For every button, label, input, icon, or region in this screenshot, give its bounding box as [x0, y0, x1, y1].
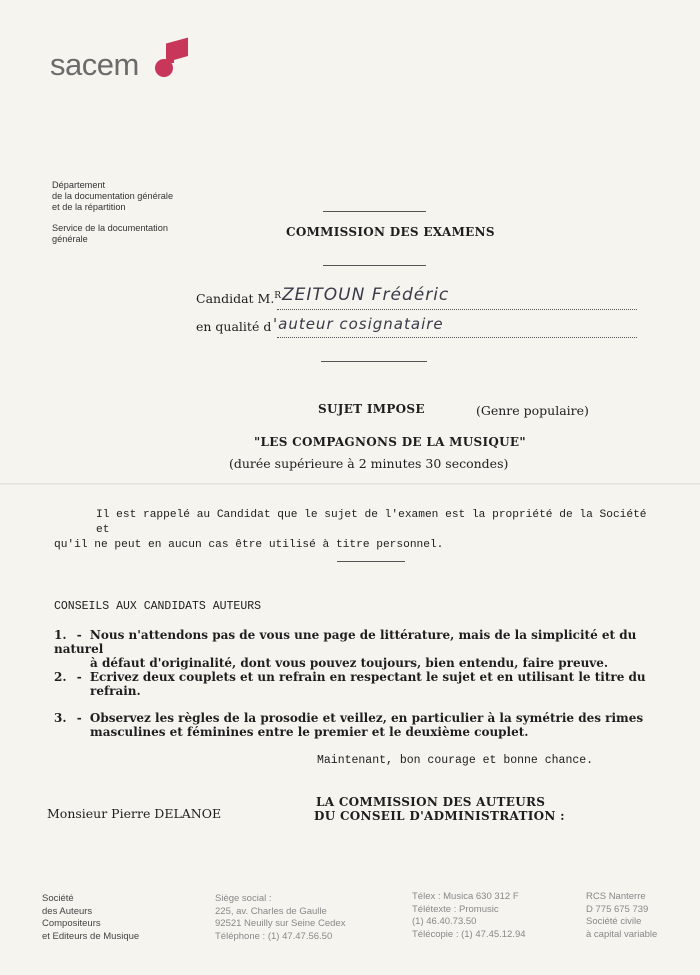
department-line: Département: [52, 180, 106, 190]
subject-duration: (durée supérieure à 2 minutes 30 secondes): [229, 456, 509, 471]
footer-line: des Auteurs: [42, 905, 93, 917]
signature-right-line: DU CONSEIL D'ADMINISTRATION :: [314, 809, 565, 823]
service-block: [52, 223, 168, 245]
department-block: [52, 180, 173, 213]
service-line: générale: [52, 234, 88, 244]
department-line: et de la répartition: [52, 202, 126, 212]
capacity-handwritten: 'auteur cosignataire: [273, 315, 444, 333]
advice-item-number: 3.: [54, 711, 67, 725]
footer-line: Téléphone : (1) 47.47.56.50: [215, 930, 333, 942]
divider: [323, 211, 426, 212]
divider: [321, 361, 427, 362]
footer-line: (1) 46.40.73.50: [412, 916, 477, 927]
service-line: Service de la documentation: [52, 223, 168, 233]
advice-item-text: à défaut d'originalité, dont vous pouvez toujours, bien entendu, faire preuve.: [90, 656, 609, 670]
advice-item-text: Nous n'attendons pas de vous une page de littérature, mais de la simplicité et du naturel: [54, 628, 637, 656]
footer-line: Compositeurs: [42, 918, 101, 929]
advice-item-1: [54, 628, 664, 670]
footer-contact: [412, 891, 526, 941]
footer-address: [215, 893, 345, 943]
paper-fold: [0, 483, 700, 485]
advice-item-2: [54, 670, 664, 698]
advice-item-dash: -: [76, 670, 82, 684]
footer-line: Télécopie : (1) 47.45.12.94: [412, 928, 526, 940]
candidate-label: Candidat M.$^R$: [196, 291, 282, 307]
candidate-name-line: [277, 309, 637, 310]
closing-text: Maintenant, bon courage et bonne chance.: [317, 754, 594, 767]
advice-item-text: masculines et féminines entre le premier et le deuxième couplet.: [90, 725, 529, 739]
candidate-superscript: R: [274, 291, 282, 301]
advice-item-number: 2.: [54, 670, 67, 684]
signature-right-line: LA COMMISSION DES AUTEURS: [316, 795, 546, 809]
footer-line: Société: [42, 893, 74, 904]
footer-legal: [586, 891, 657, 941]
divider: [337, 561, 405, 562]
footer-line: 92521 Neuilly sur Seine Cedex: [215, 918, 346, 929]
subject-label: SUJET IMPOSE: [318, 402, 425, 416]
footer-line: Télex : Musica 630 312 F: [412, 891, 519, 902]
reminder-paragraph: [54, 508, 654, 553]
footer-line: Télétexte : Promusic: [412, 903, 499, 915]
advice-item-text: Ecrivez deux couplets et un refrain en respectant le sujet et en utilisant le titre du: [89, 670, 646, 684]
footer-line: D 775 675 739: [586, 903, 649, 915]
subject-title: "LES COMPAGNONS DE LA MUSIQUE": [254, 435, 526, 449]
footer-line: Société civile: [586, 916, 642, 927]
reminder-line: Il est rappelé au Candidat que le sujet de l'examen est la propriété de la Société et: [96, 509, 647, 536]
footer-line: 225, av. Charles de Gaulle: [215, 905, 327, 917]
department-line: de la documentation générale: [52, 191, 174, 201]
advice-item-3: [54, 711, 664, 739]
advice-item-dash: -: [76, 628, 82, 642]
advice-item-dash: -: [76, 711, 82, 725]
sacem-logo-icon: [152, 37, 192, 79]
capacity-line: [277, 337, 637, 338]
signature-left: Monsieur Pierre DELANOE: [47, 806, 222, 821]
advice-item-number: 1.: [54, 628, 67, 642]
sacem-logo-text: sacem: [50, 47, 139, 82]
footer-line: RCS Nanterre: [586, 891, 646, 902]
subject-genre: (Genre populaire): [476, 403, 589, 418]
footer-organization: [42, 893, 139, 943]
footer-line: Siège social :: [215, 893, 272, 904]
advice-item-text: Observez les règles de la prosodie et veillez, en particulier à la symétrie des rimes: [89, 711, 644, 725]
reminder-line: qu'il ne peut en aucun cas être utilisé à titre personnel.: [54, 539, 444, 551]
candidate-name-handwritten: ZEITOUN Frédéric: [282, 285, 450, 305]
capacity-label: en qualité d: [196, 319, 272, 334]
advice-item-text: refrain.: [90, 684, 141, 698]
divider: [323, 265, 426, 266]
footer-line: et Editeurs de Musique: [42, 930, 140, 942]
advice-heading: CONSEILS AUX CANDIDATS AUTEURS: [54, 600, 262, 613]
footer-line: à capital variable: [586, 928, 658, 940]
page-title: COMMISSION DES EXAMENS: [286, 225, 495, 239]
